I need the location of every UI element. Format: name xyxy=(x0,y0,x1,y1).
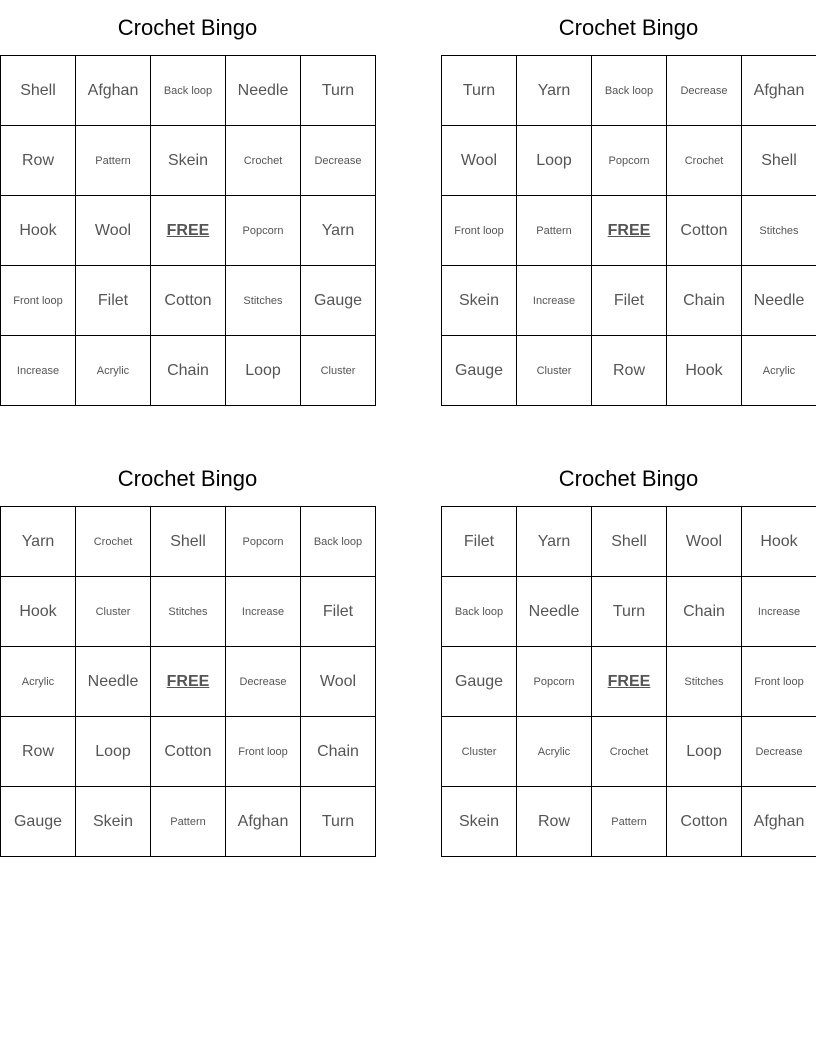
grid-row xyxy=(442,126,816,196)
bingo-cell: Loop xyxy=(76,717,151,787)
bingo-cell: Hook xyxy=(667,336,742,406)
bingo-cell: Turn xyxy=(592,577,667,647)
bingo-cell: Front loop xyxy=(742,647,816,717)
bingo-cell: Pattern xyxy=(592,787,667,857)
bingo-cell: Acrylic xyxy=(76,336,151,406)
bingo-cell: Loop xyxy=(517,126,592,196)
grid-row xyxy=(1,717,376,787)
bingo-cell: Row xyxy=(1,126,76,196)
bingo-card-2 xyxy=(441,0,816,406)
bingo-cell: Acrylic xyxy=(517,717,592,787)
bingo-cell: Needle xyxy=(226,56,301,126)
grid-row xyxy=(442,647,816,717)
bingo-cell: Increase xyxy=(226,577,301,647)
free-space: FREE xyxy=(151,647,226,717)
bingo-cell: Decrease xyxy=(226,647,301,717)
bingo-cell: Skein xyxy=(151,126,226,196)
grid-row xyxy=(442,577,816,647)
bingo-cell: Turn xyxy=(301,56,376,126)
bingo-cell: Back loop xyxy=(301,507,376,577)
bingo-cell: Wool xyxy=(301,647,376,717)
bingo-cell: Chain xyxy=(667,266,742,336)
bingo-cell: Pattern xyxy=(151,787,226,857)
grid-row xyxy=(442,787,816,857)
bingo-cell: Filet xyxy=(301,577,376,647)
bingo-cell: Gauge xyxy=(1,787,76,857)
bingo-cell: Afghan xyxy=(226,787,301,857)
bingo-cell: Stitches xyxy=(226,266,301,336)
bingo-cell: Row xyxy=(1,717,76,787)
bingo-cell: Increase xyxy=(1,336,76,406)
bingo-cell: Needle xyxy=(76,647,151,717)
bingo-cell: Popcorn xyxy=(517,647,592,717)
grid-row xyxy=(1,336,376,406)
bingo-cell: Needle xyxy=(517,577,592,647)
bingo-card-4 xyxy=(441,451,816,857)
bingo-cell: Afghan xyxy=(742,787,816,857)
bingo-cell: Afghan xyxy=(76,56,151,126)
bingo-cell: Row xyxy=(517,787,592,857)
grid-row xyxy=(1,126,376,196)
bingo-grid xyxy=(441,506,816,857)
card-title: Crochet Bingo xyxy=(117,15,258,40)
bingo-cell: Back loop xyxy=(151,56,226,126)
bingo-cell: Hook xyxy=(1,196,76,266)
bingo-cell: Turn xyxy=(442,56,517,126)
bingo-cell: Crochet xyxy=(592,717,667,787)
bingo-cell: Cotton xyxy=(667,787,742,857)
grid-row xyxy=(1,56,376,126)
bingo-cell: Filet xyxy=(592,266,667,336)
bingo-cell: Stitches xyxy=(667,647,742,717)
bingo-cell: Needle xyxy=(742,266,816,336)
grid-row xyxy=(442,266,816,336)
bingo-cell: Popcorn xyxy=(592,126,667,196)
free-space: FREE xyxy=(592,647,667,717)
bingo-cell: Crochet xyxy=(226,126,301,196)
bingo-cell: Crochet xyxy=(667,126,742,196)
bingo-cell: Cluster xyxy=(442,717,517,787)
grid-row xyxy=(1,266,376,336)
bingo-cell: Back loop xyxy=(442,577,517,647)
bingo-cell: Afghan xyxy=(742,56,816,126)
bingo-cell: Gauge xyxy=(301,266,376,336)
bingo-cell: Cotton xyxy=(151,717,226,787)
bingo-cell: Front loop xyxy=(226,717,301,787)
bingo-cell: Decrease xyxy=(301,126,376,196)
bingo-cell: Pattern xyxy=(76,126,151,196)
bingo-card-3 xyxy=(0,451,375,857)
bingo-cell: Chain xyxy=(667,577,742,647)
bingo-cell: Filet xyxy=(76,266,151,336)
bingo-cell: Front loop xyxy=(1,266,76,336)
bingo-cell: Back loop xyxy=(592,56,667,126)
bingo-cell: Increase xyxy=(742,577,816,647)
bingo-cell: Increase xyxy=(517,266,592,336)
free-space: FREE xyxy=(592,196,667,266)
bingo-cell: Shell xyxy=(592,507,667,577)
bingo-cell: Chain xyxy=(301,717,376,787)
bingo-cell: Wool xyxy=(442,126,517,196)
bingo-cell: Shell xyxy=(1,56,76,126)
bingo-cell: Filet xyxy=(442,507,517,577)
bingo-cell: Stitches xyxy=(742,196,816,266)
bingo-cell: Cluster xyxy=(76,577,151,647)
bingo-cell: Popcorn xyxy=(226,507,301,577)
bingo-cell: Skein xyxy=(442,266,517,336)
bingo-cell: Crochet xyxy=(76,507,151,577)
bingo-cell: Decrease xyxy=(667,56,742,126)
bingo-cell: Chain xyxy=(151,336,226,406)
grid-row xyxy=(1,507,376,577)
bingo-cell: Decrease xyxy=(742,717,816,787)
bingo-cell: Shell xyxy=(151,507,226,577)
bingo-cell: Cotton xyxy=(667,196,742,266)
card-title: Crochet Bingo xyxy=(117,466,258,491)
bingo-cell: Skein xyxy=(442,787,517,857)
grid-row xyxy=(1,196,376,266)
grid-row xyxy=(1,787,376,857)
bingo-cell: Pattern xyxy=(517,196,592,266)
bingo-cell: Gauge xyxy=(442,336,517,406)
bingo-cell: Cluster xyxy=(301,336,376,406)
bingo-cell: Yarn xyxy=(517,507,592,577)
bingo-cell: Hook xyxy=(742,507,816,577)
bingo-cell: Skein xyxy=(76,787,151,857)
bingo-cell: Yarn xyxy=(1,507,76,577)
free-space: FREE xyxy=(151,196,226,266)
grid-row xyxy=(442,507,816,577)
bingo-cell: Cotton xyxy=(151,266,226,336)
bingo-card-1 xyxy=(0,0,375,406)
bingo-cell: Shell xyxy=(742,126,816,196)
bingo-cell: Front loop xyxy=(442,196,517,266)
bingo-grid xyxy=(441,55,816,406)
bingo-cell: Stitches xyxy=(151,577,226,647)
bingo-cell: Popcorn xyxy=(226,196,301,266)
card-title: Crochet Bingo xyxy=(558,466,699,491)
bingo-cell: Acrylic xyxy=(742,336,816,406)
bingo-cell: Hook xyxy=(1,577,76,647)
grid-row xyxy=(1,647,376,717)
bingo-cell: Gauge xyxy=(442,647,517,717)
grid-row xyxy=(442,56,816,126)
bingo-cell: Loop xyxy=(667,717,742,787)
bingo-cell: Turn xyxy=(301,787,376,857)
grid-row xyxy=(442,196,816,266)
bingo-grid xyxy=(0,55,376,406)
bingo-cell: Cluster xyxy=(517,336,592,406)
bingo-cell: Yarn xyxy=(301,196,376,266)
bingo-cell: Row xyxy=(592,336,667,406)
bingo-cell: Acrylic xyxy=(1,647,76,717)
grid-row xyxy=(1,577,376,647)
bingo-cell: Yarn xyxy=(517,56,592,126)
grid-row xyxy=(442,717,816,787)
bingo-cell: Wool xyxy=(667,507,742,577)
bingo-cell: Loop xyxy=(226,336,301,406)
grid-row xyxy=(442,336,816,406)
card-title: Crochet Bingo xyxy=(558,15,699,40)
bingo-cell: Wool xyxy=(76,196,151,266)
bingo-grid xyxy=(0,506,376,857)
